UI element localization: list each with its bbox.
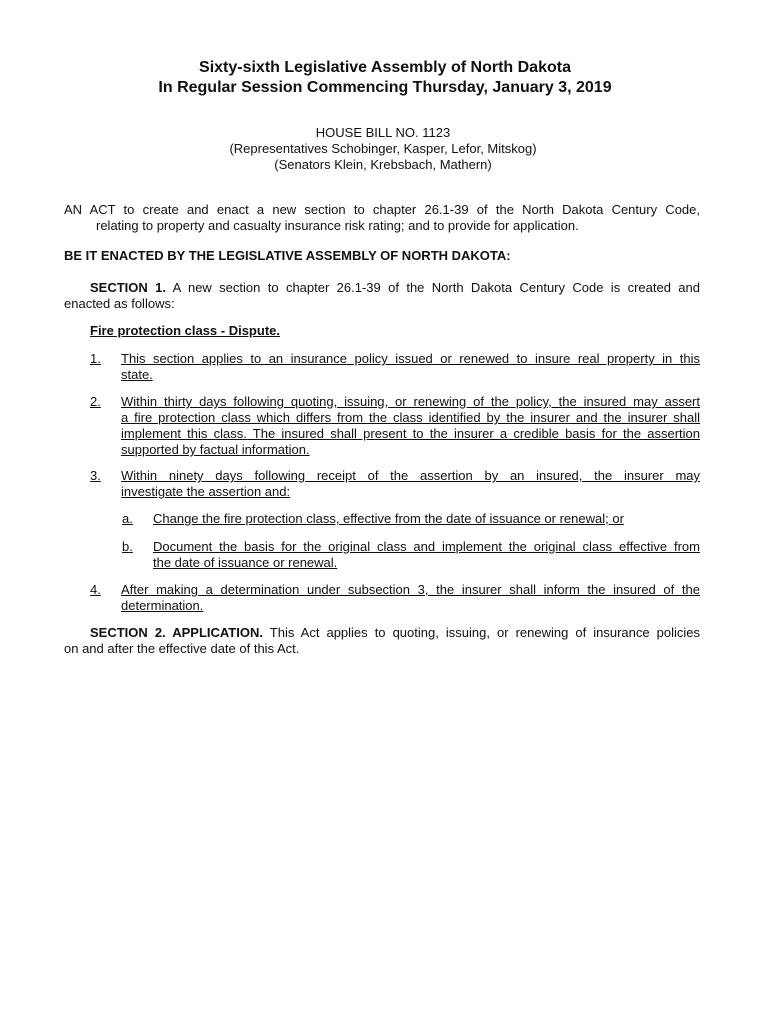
section-heading: Fire protection class - Dispute. (90, 323, 280, 338)
session-title: In Regular Session Commencing Thursday, January 3, 2019 (158, 79, 612, 96)
subsection-number: 4. (90, 582, 101, 597)
enacting-clause: BE IT ENACTED BY THE LEGISLATIVE ASSEMBLY OF NORTH DAKOTA: (64, 248, 511, 263)
subdivision-text (153, 539, 700, 571)
text-line: determination. (121, 598, 204, 613)
subsection-number: 2. (90, 394, 101, 409)
bill-senators: (Senators Klein, Krebsbach, Mathern) (274, 157, 492, 172)
subdivision-letter: a. (122, 511, 133, 526)
text-line: investigate the assertion and: (121, 484, 291, 499)
assembly-title: Sixty-sixth Legislative Assembly of North Dakota (199, 59, 571, 76)
subsection-number: 3. (90, 468, 101, 483)
section1-intro-line2: enacted as follows: (64, 296, 175, 311)
section1-intro-text: A new section to chapter 26.1-39 of the North Dakota Century Code is created and (166, 280, 700, 295)
bill-representatives: (Representatives Schobinger, Kasper, Lefor, Mitskog) (229, 141, 537, 156)
subsection-text (121, 394, 700, 458)
section1-intro-line1 (64, 280, 700, 296)
text-line: Change the fire protection class, effective from the date of issuance or renewal; or (153, 511, 624, 526)
subsection-number: 1. (90, 351, 101, 366)
subsection-text (121, 582, 700, 614)
text-line: the date of issuance or renewal. (153, 555, 338, 570)
text-line: implement this class. The insured shall present to the insurer a credible basis for the assertion (121, 426, 700, 441)
section2-line2: on and after the effective date of this Act. (64, 641, 300, 656)
text-line: supported by factual information. (121, 442, 310, 457)
subsection-text (121, 468, 700, 500)
subsection-text (121, 351, 700, 383)
act-title-line1: AN ACT to create and enact a new section to chapter 26.1-39 of the North Dakota Century Code, (64, 202, 700, 217)
section2-line1 (64, 625, 700, 641)
act-title-line2: relating to property and casualty insurance risk rating; and to provide for application. (96, 218, 579, 233)
text-line: Within ninety days following receipt of the assertion by an insured, the insurer may (121, 468, 700, 483)
section1-label: SECTION 1. (90, 280, 166, 295)
text-line: state. (121, 367, 153, 382)
text-line: Within thirty days following quoting, issuing, or renewing of the policy, the insured may assert (121, 394, 700, 409)
text-line: After making a determination under subsection 3, the insurer shall inform the insured of the (121, 582, 700, 597)
subdivision-text (153, 511, 700, 527)
bill-number: HOUSE BILL NO. 1123 (315, 125, 451, 140)
subdivision-letter: b. (122, 539, 133, 554)
text-line: This section applies to an insurance policy issued or renewed to insure real property in this (121, 351, 700, 366)
text-line: a fire protection class which differs from the class identified by the insurer and the insurer shall (121, 410, 700, 425)
section2-label: SECTION 2. APPLICATION. (90, 625, 263, 640)
text-line: Document the basis for the original class and implement the original class effective from (153, 539, 700, 554)
section2-text: This Act applies to quoting, issuing, or renewing of insurance policies (262, 625, 700, 640)
